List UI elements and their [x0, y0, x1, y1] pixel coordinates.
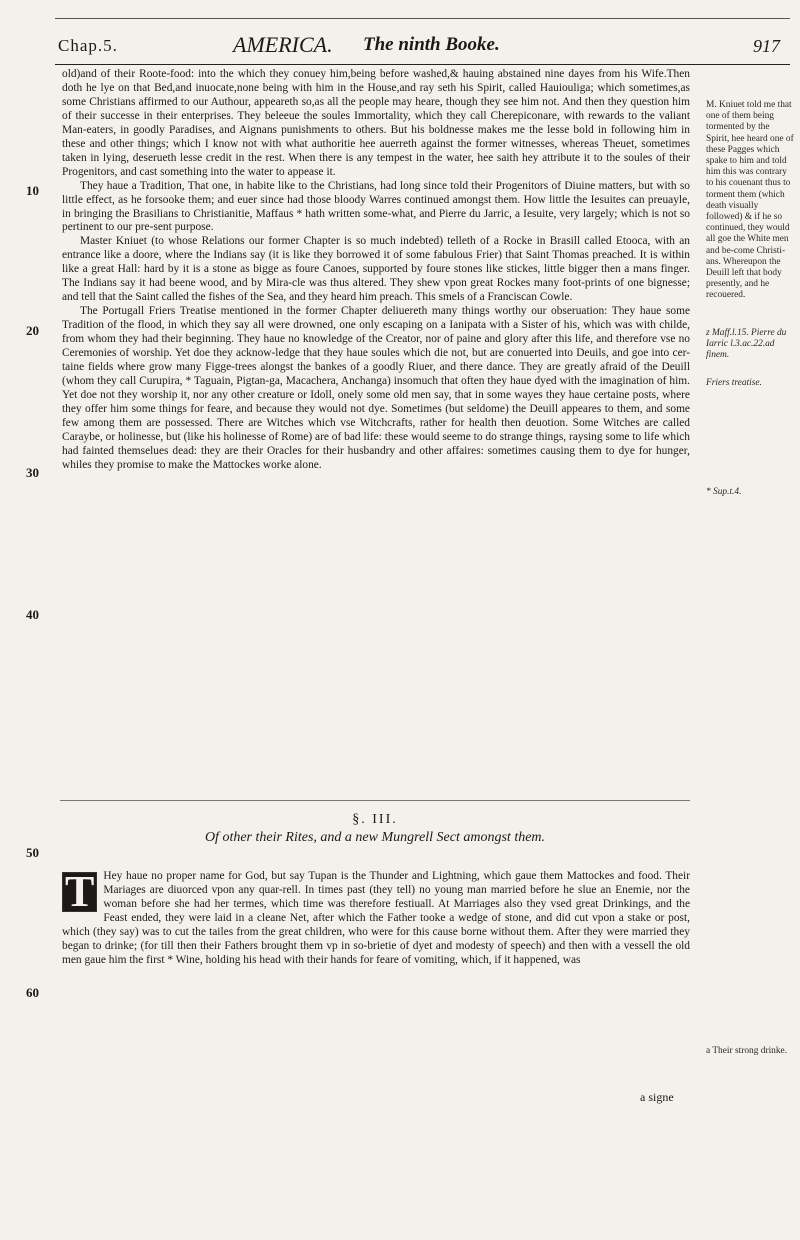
- catchword: a signe: [640, 1090, 674, 1104]
- main-text-block: [62, 68, 690, 473]
- paragraph-text: Hey haue no proper name for God, but say Tupan is the Thunder and Lightning, which gaue them Mattockes and food. Their Mariages are diuorced vpon any quar-rell. In times past (they tell) no young man married before he slue an Enemie, nor the woman before she had her termes, which time was therefore festiuall. At Marriages also they vsed great Drinkings, and the Feast ended, they were laid in a cleane Net, after which the Father tooke a wedge of stone, and did cut vpon a stake or post, which (they say) was to cut the tailes from the great children, who were for this cause borne without them. After they were married they began to drinke; (for till then their Fathers brought them vp in so-brietie of dyet and modesty of speech) and then with a vessell the old men gaue him the first * Wine, holding his head with their hands for feare of vomiting, which, if it happened, was: [62, 870, 690, 966]
- line-number: 30: [26, 465, 39, 480]
- margin-note: a Their strong drinke.: [706, 1046, 788, 1056]
- book-title: The ninth Booke.: [363, 34, 500, 55]
- header-rule: [55, 64, 790, 65]
- chapter-label: Chap.5.: [58, 36, 118, 55]
- paragraph: Master Kniuet (to whose Relations our former Chapter is so much indebted) telleth of a Rocke in Brasill called Etooca, with an entrance like a doore, where the Indians say (it is like they borrowed it of some fabulous Frier) that Saint Thomas preached. It is within like a great Hall: hard by it is a stone as bigge as foure Canoes, supported by foure stones like stickes, little bigger then a mans finger. The Indians say it had beene wood, and by Mira-cle was thus altered. They shew vpon great Rockes many foot-prints of one bignesse; and tell that the Saint called the fishes of the Sea, and they heard him preach. This smels of a Franciscan Cowle.: [62, 235, 690, 304]
- drop-cap: T: [62, 872, 97, 912]
- top-rule: [55, 18, 790, 19]
- section-divider: [60, 800, 690, 801]
- line-number: 20: [26, 323, 39, 338]
- margin-note: * Sup.t.4.: [706, 487, 742, 497]
- margin-note: M. Kniuet told me that one of them being tormented by the Spirit, hee heard one of these Pagges which spake to him and told him this was contrary to his couenant thus to torment them (which death visually followed) & if he so continued, they would all goe the White men and be-come Christi-ans. Whereupon the Deuill left that body presently, and he recouered.: [706, 100, 794, 301]
- paragraph: The Portugall Friers Treatise mentioned in the former Chapter deliuereth many things worthy our obseruation: They haue some Tradition of the flood, in which they say all were drowned, one only escaping on a Ianipata with a Sister of his, which was with childe, from whom they had their beginning. They haue no knowledge of the Creator, nor of paine and glory after this life, and therefore vse no Ceremonies of worship. Yet doe they acknow-ledge that they haue soules which die not, but are conuerted into Deuils, and goe into cer-taine fields where grow many Figge-trees alongst the bankes of a goodly Riuer, and there dance. They are greatly afraid of the Deuill (whom they call Curupira, * Taguain, Pigtan-ga, Macachera, Anchanga) insomuch that often they haue dyed with the imagination of him. Yet doe not they worship it, nor any other creature or Idoll, onely some old men say, that in some wayes they haue certaine posts, where they offer him some things for feare, and because they would not dye. Sometimes (but seldome) the Deuill appeares to them, and some few among them are possessed. There are Witches which vse Witchcrafts, rather for health then deuotion. Some Witches are called Caraybe, or holinesse, but (like his holinesse of Rome) are of bad life: these would seeme to do strange things, raysing some to life which had fainted themselues dead: they are their Oracles for their husbandry and other affaires: sometimes causing them to dye for hunger, whiles they promise to make the Mattockes worke alone.: [62, 305, 690, 471]
- margin-note: z Maff.l.15. Pierre du Iarric l.3.ac.22.ad finem.: [706, 328, 787, 361]
- running-title: AMERICA.: [233, 32, 333, 57]
- line-number: 50: [26, 845, 39, 860]
- section-subtitle: Of other their Rites, and a new Mungrell Sect amongst them.: [204, 830, 546, 845]
- line-number: 40: [26, 607, 39, 622]
- section-number: §. III.: [352, 812, 398, 827]
- paragraph: They haue a Tradition, That one, in habite like to the Christians, had long since told their Progenitors of Diuine matters, but with so little effect, as he forsooke them; and euer since had those bloody Warres continued amongst them. How little the Iesuites can preuayle, in bringing the Brasilians to Christianitie, Maffaus * hath written some-what, and Pierre du Jarric, a Iesuite, very largely; which is not so pertinent to our pre-sent purpose.: [62, 179, 690, 234]
- section-text-block: [62, 867, 690, 968]
- margin-note: Friers treatise.: [706, 378, 762, 388]
- running-header: [58, 32, 788, 66]
- line-number: 60: [26, 985, 39, 1000]
- section-heading: [60, 812, 690, 846]
- paragraph: [62, 867, 690, 968]
- line-number: 10: [26, 183, 39, 198]
- page-number: 917: [753, 36, 780, 56]
- paragraph: old)and of their Roote-food: into the which they conuey him,being before washed,& hauing abstained nine dayes from his Wife.Then doth he lye on that Bed,and inuocate,none being with him in the House,and ray seth his Spirit, called Hauiouliga; which sometimes,as some Christians affirmed to our Authour, appeareth so,as all the people may heare, though they see him not. And then they question him of their successe in their enterprises. They beleeue the soules Immortality, which they call Cherepiconare, with rewards to the valiant Man-eaters, in goodly Paradises, and Aignans punishments to others. But his boldnesse makes me the lesse bold in following him in these and other things; which I know not with what authoritie hee auerreth against the former witnesses, whereas Theuet, sometimes taken in lying, deserueth lesse credit in the rest. When there is any tempest in the water, hee saith hey attribute it to the soules of their Progenitors, and cast something into the water to appease it.: [62, 68, 690, 178]
